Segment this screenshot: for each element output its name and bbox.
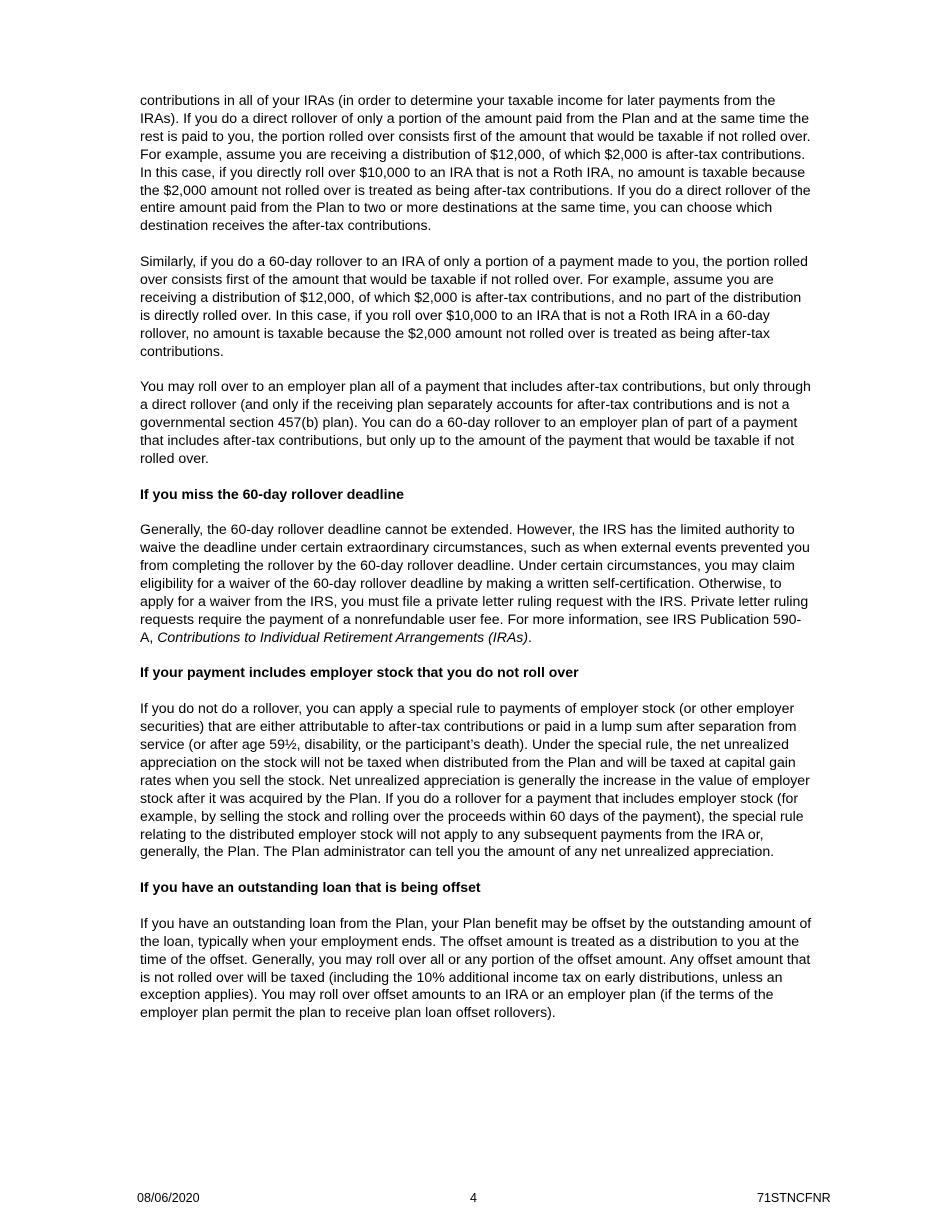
paragraph-60-day-rollover-portion: Similarly, if you do a 60-day rollover to an IRA of only a portion of a payment made to you, the portion rolled over consists first of the amount that would be taxable if not rolled over. For example, assume you are receiving a distribution of $12,000, of which $2,000 is after-tax contributions, and no part of the distribution is directly rolled over. In this case, if you roll over $10,000 to an IRA that is not a Roth IRA in a 60-day rollover, no amount is taxable because the $2,000 amount not rolled over is treated as being after-tax contributions. (140, 253, 808, 359)
missed-deadline-text: Generally, the 60-day rollover deadline cannot be extended. However, the IRS has the limited authority to waive the deadline under certain extraordinary circumstances, such as when external events prevented you from completing the rollover by the 60-day rollover deadline. Under certain circumstances, you may claim eligibility for a waiver of the 60-day rollover deadline by making a written self-certification. Otherwise, to apply for a waiver from the IRS, you must file a private letter ruling request with the IRS. Private letter ruling requests require the payment of a nonrefundable user fee. For more information, see IRS Publication 590-A, (140, 521, 810, 645)
heading-loan-offset: If you have an outstanding loan that is being offset (140, 879, 481, 896)
footer-page-number: 4 (470, 1191, 477, 1205)
paragraph-after-tax-direct-rollover: contributions in all of your IRAs (in order to determine your taxable income for later payments from the IRAs). If you do a direct rollover of only a portion of the amount paid from the Plan and at the same time the rest is paid to you, the portion rolled over consists first of the amount that would be taxable if not rolled over. For example, assume you are receiving a distribution of $12,000, of which $2,000 is after-tax contributions. In this case, if you directly roll over $10,000 to an IRA that is not a Roth IRA, no amount is taxable because the $2,000 amount not rolled over is treated as being after-tax contributions. If you do a direct rollover of the entire amount paid from the Plan to two or more destinations at the same time, you can choose which destination receives the after-tax contributions. (140, 92, 811, 234)
paragraph-employer-stock: If you do not do a rollover, you can apply a special rule to payments of employer stock (or other employer securities) that are either attributable to after-tax contributions or paid in a lump sum after separation from service (or after age 59½, disability, or the participant’s death). Under the special rule, the net unrealized appreciation on the stock will not be taxed when distributed from the Plan and will be taxed at capital gain rates when you sell the stock. Net unrealized appreciation is generally the increase in the value of employer stock after it was acquired by the Plan. If you do a rollover for a payment that includes employer stock (for example, by selling the stock and rolling over the proceeds within 60 days of the payment), the special rule relating to the distributed employer stock will not apply to any subsequent payments from the IRA or, generally, the Plan. The Plan administrator can tell you the amount of any net unrealized appreciation. (140, 700, 810, 860)
heading-missed-deadline: If you miss the 60-day rollover deadline (140, 485, 404, 502)
paragraph-missed-deadline (140, 521, 812, 646)
footer-date: 08/06/2020 (137, 1191, 200, 1205)
publication-title: Contributions to Individual Retirement Arrangements (IRAs) (157, 628, 529, 645)
paragraph-loan-offset: If you have an outstanding loan from the Plan, your Plan benefit may be offset by the outstanding amount of the loan, typically when your employment ends. The offset amount is treated as a distribution to you at the time of the offset. Generally, you may roll over all or any portion of the offset amount. Any offset amount that is not rolled over will be taxed (including the 10% additional income tax on early distributions, unless an exception applies). You may roll over offset amounts to an IRA or an employer plan (if the terms of the employer plan permit the plan to receive plan loan offset rollovers). (140, 914, 812, 1021)
paragraph-employer-plan-rollover: You may roll over to an employer plan all of a payment that includes after-tax contributions, but only through a direct rollover (and only if the receiving plan separately accounts for after-tax contributions and is not a governmental section 457(b) plan). You can do a 60-day rollover to an employer plan of part of a payment that includes after-tax contributions, but only up to the amount of the payment that would be taxable if not rolled over. (140, 378, 811, 466)
document-body (140, 92, 812, 1040)
missed-deadline-tail: . (528, 628, 532, 645)
heading-employer-stock: If your payment includes employer stock that you do not roll over (140, 664, 579, 681)
footer-form-code: 71STNCFNR (757, 1191, 831, 1205)
